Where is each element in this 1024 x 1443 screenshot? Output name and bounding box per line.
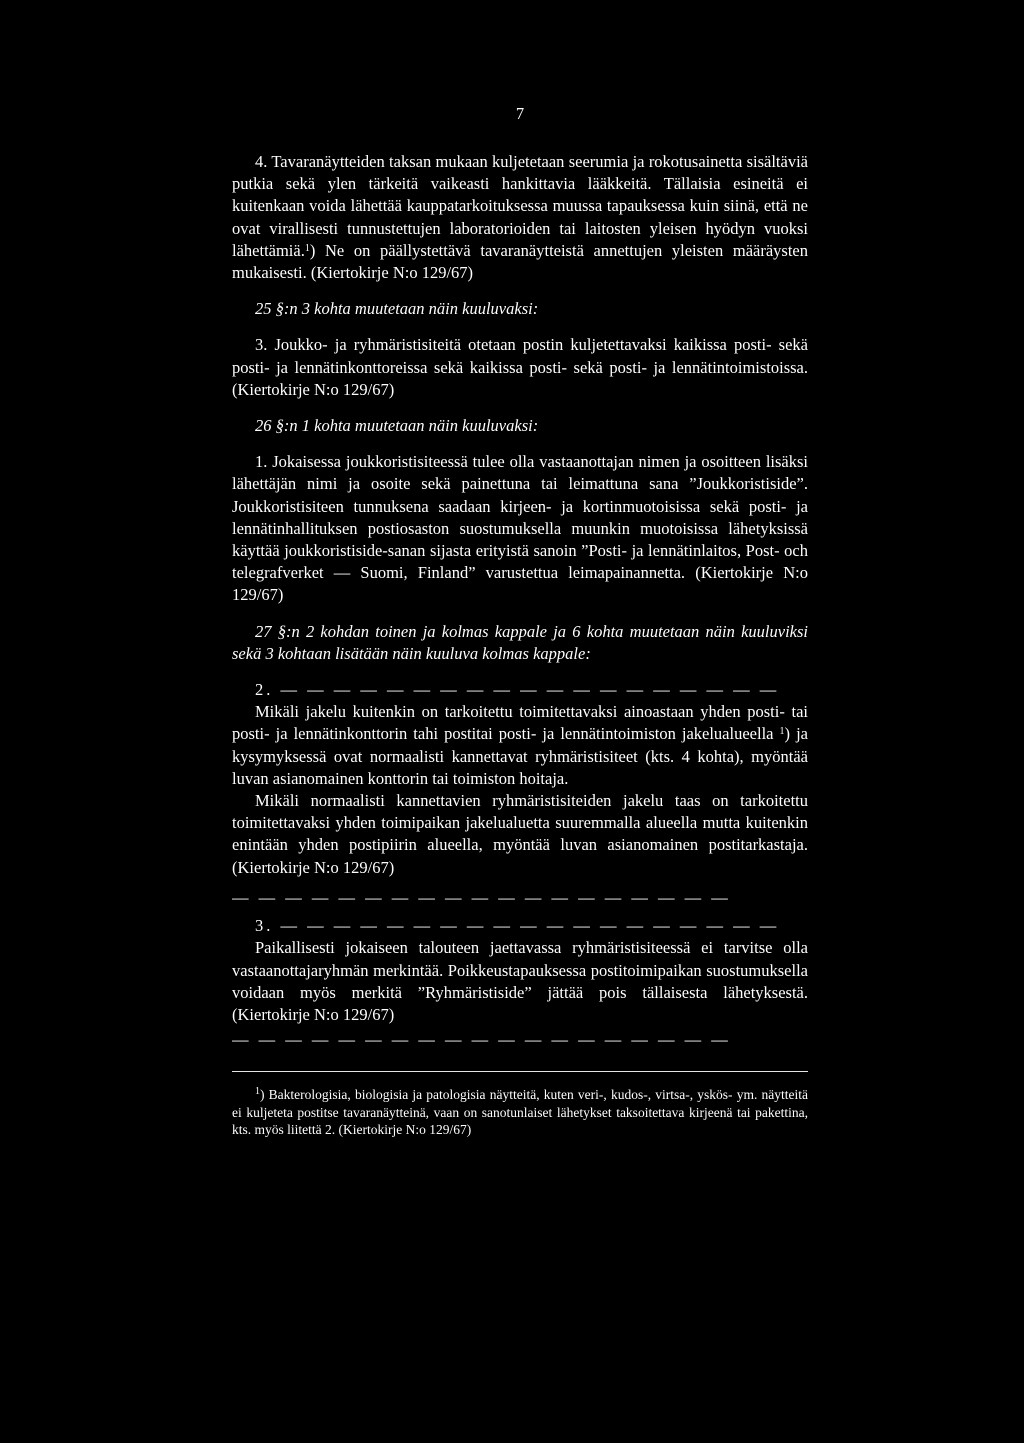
footnote [232,1086,808,1139]
item-2-p1-before: Mikäli jakelu kuitenkin on tarkoitettu toimitettavaksi ainoastaan yhden posti- tai posti- ja lennätinkonttorin tahi postitai posti- ja lennätintoimiston jakelualueella [232,702,808,744]
heading-26: 26 §:n 1 kohta muutetaan näin kuuluvaksi: [255,416,539,436]
heading-25: 25 §:n 3 kohta muutetaan näin kuuluvaksi: [255,299,539,319]
end-dash-line: — — — — — — — — — — — — — — — — — — — [232,1030,731,1050]
item-3-paragraph: 3. Joukko- ja ryhmäristisiteitä otetaan postin kuljetettavaksi kaikissa posti- sekä posti- ja lennätinkonttoreissa sekä kaikissa posti- sekä posti- ja lennätintoimistoissa. (Kiertokirje N:o 129/67) [232,335,808,399]
section-4-paragraph [232,151,808,284]
footnote-text: ) Bakterologisia, biologisia ja patologisia näytteitä, kuten veri-, kudos-, virtsa-, yskös- ym. näytteitä ei kuljeteta postitse tavaranäytteinä, vaan on sanotunlaiset lähetykset taksoitettava kirjeenä tai pakettina, kts. myös liitettä 2. (Kiertokirje N:o 129/67) [232,1087,808,1138]
footnote-reference[interactable]: 1 [304,242,310,254]
item-3b-paragraph: Paikallisesti jokaiseen talouteen jaettavassa ryhmäristisiteessä ei tarvitse olla vastaanottajaryhmän merkintää. Poikkeustapauksessa postitoimipaikan suostumuksella voidaan myös merkitä ”Ryhmäristiside” jättää pois tällaisesta lähetyksestä. (Kiertokirje N:o 129/67) [232,938,808,1024]
page-number: 7 [515,104,525,123]
item-2-paragraph-2: Mikäli normaalisti kannettavien ryhmäristisiteiden jakelu taas on tarkoitettu toimitettavaksi yhden toimipaikan jakelualuetta suuremmalla alueella mutta kuitenkin enintään yhden postipiirin alueella, myöntää luvan asianomainen postitarkastaja. (Kiertokirje N:o 129/67) [232,791,808,877]
item-3b-label: 3. [255,916,274,936]
footnote-reference[interactable]: 1 [779,726,785,738]
dash-line-3: — — — — — — — — — — — — — — — — — — — [280,916,780,936]
dash-line-2: — — — — — — — — — — — — — — — — — — — [280,680,780,700]
item-2-dash-line [232,679,808,701]
heading-27: 27 §:n 2 kohdan toinen ja kolmas kappale ja 6 kohta muutetaan näin kuuluviksi sekä 3 kohtaan lisätään näin kuuluva kolmas kappale: [232,621,808,663]
item-3b-dash-line [232,915,808,937]
item-2-p1-after: ) ja kysymyksessä ovat normaalisti kannettavat ryhmäristisiteet (kts. 4 kohta), myöntää luvan asianomainen konttorin tai toimiston hoitaja. [232,724,809,788]
item-1-paragraph: 1. Jokaisessa joukkoristisiteessä tulee olla vastaanottajan nimen ja osoitteen lisäksi lähettäjän nimi ja osoite sekä painettuna tai leimattuna sana ”Joukkoristiside”. Joukkoristisiteen tunnuksena saadaan kirjeen- ja kortinmuotoisissa sekä posti- ja lennätinhallituksen postiosaston suostumuksella muunkin muotoisissa lähetyksissä käyttää joukkoristiside-sanan sijasta erityistä sanoin ”Posti- ja lennätinlaitos, Post- och telegrafverket — Suomi, Finland” varustettua leimapainannetta. (Kiertokirje N:o 129/67) [232,452,808,605]
item-2-label: 2. [255,680,274,700]
section-4-text: 4. Tavaranäytteiden taksan mukaan kuljetetaan seerumia ja rokotusainetta sisältäviä putkia sekä ylen tärkeitä vaikeasti hankittavia lääkkeitä. Tällaisia esineitä ei kuitenkaan voida lähettää kauppatarkoituksessa muussa tapauksessa kuin siinä, että ne ovat virallisesti tunnustettujen laboratorioiden tai laitosten yleisen hyödyn vuoksi lähettämiä. [232,152,808,260]
separator-dash-line: — — — — — — — — — — — — — — — — — — — [232,887,731,907]
page-content [232,104,808,1139]
footnote-mark: 1 [255,1086,260,1098]
item-2-paragraph-1 [232,701,808,790]
section-4-text-after: ) Ne on päällystettävä tavaranäytteistä annettujen yleisten määräysten mukaisesti. (Kiertokirje N:o 129/67) [232,240,808,283]
footnote-separator [232,1071,808,1072]
